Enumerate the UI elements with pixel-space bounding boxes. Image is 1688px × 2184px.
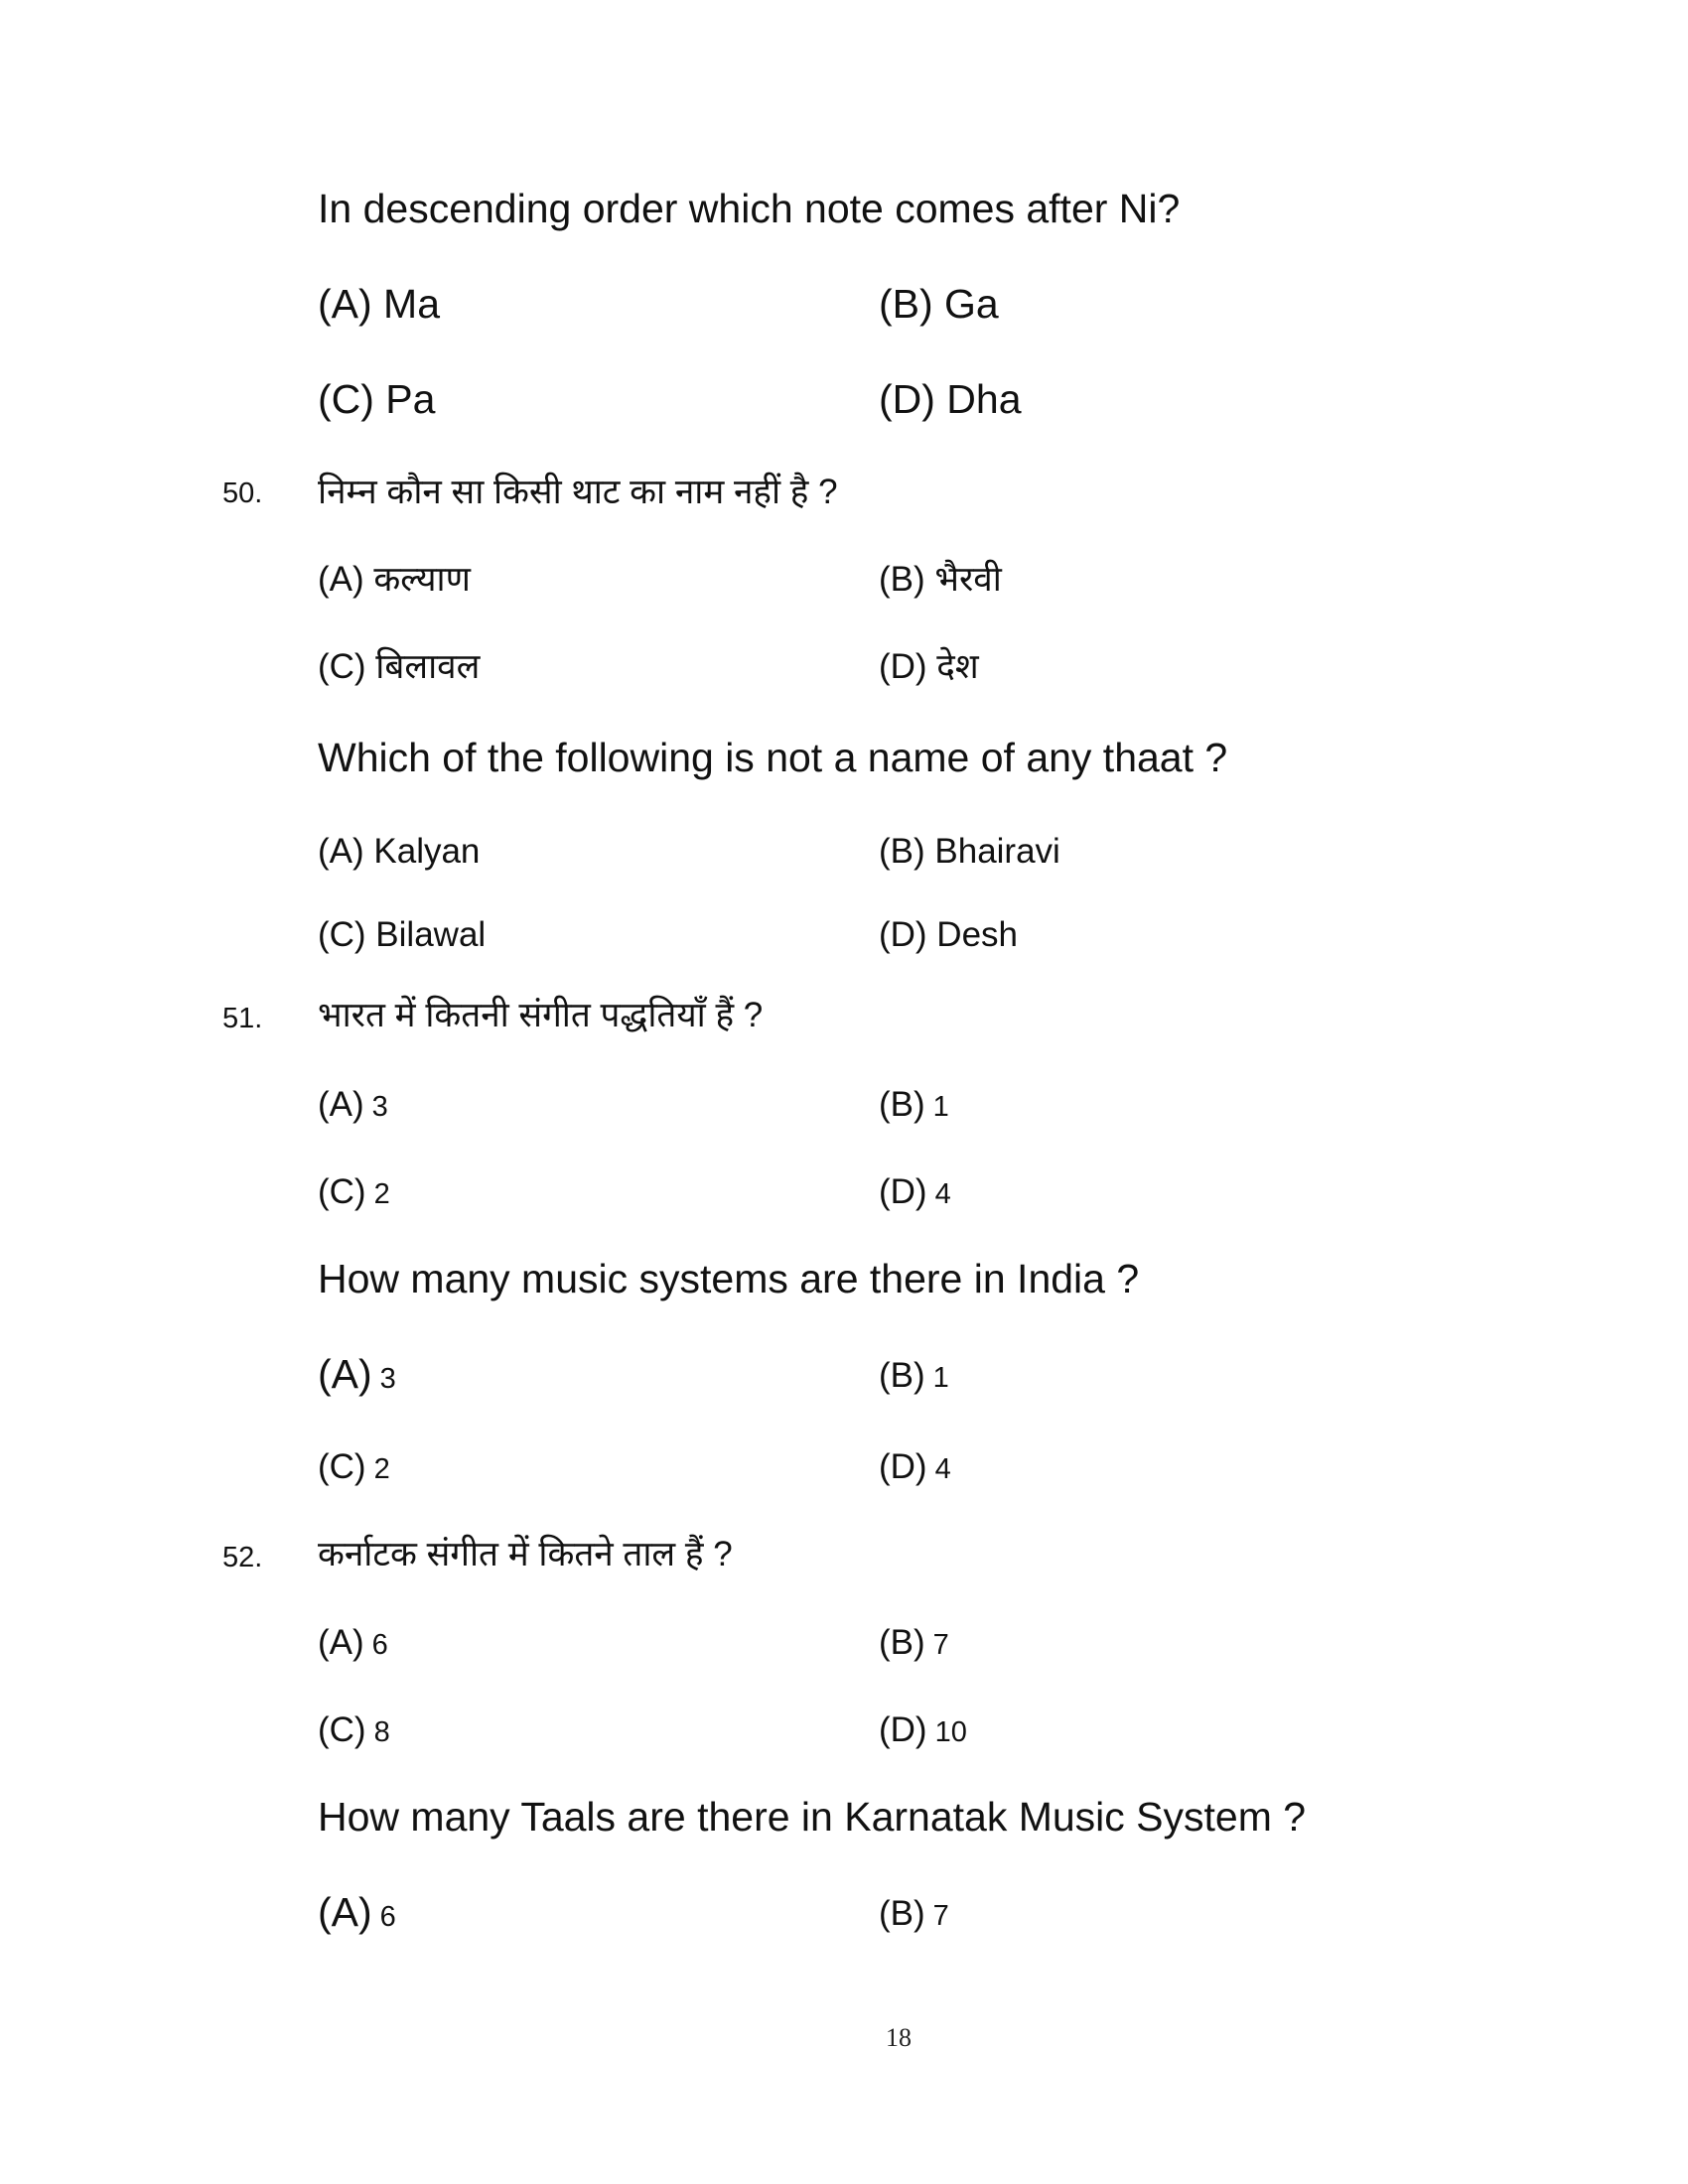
q52-hi-option-c-value: 8 — [373, 1716, 390, 1748]
q52-en-option-a-value: 6 — [379, 1901, 396, 1933]
q50-hi-option-a: (A) कल्याण — [318, 560, 471, 599]
q52-hi-option-b — [879, 1625, 949, 1660]
q52-hi-option-a — [318, 1625, 388, 1660]
q52-question-hi: कर्नाटक संगीत में कितने ताल हैं ? — [318, 1535, 733, 1573]
q50-en-option-b: (B) Bhairavi — [879, 832, 1060, 871]
q52-en-option-a — [318, 1889, 396, 1935]
q52-en-option-a-label: (A) — [318, 1889, 372, 1935]
q51-en-option-c-value: 2 — [373, 1453, 390, 1485]
q51-hi-option-a-label: (A) — [318, 1085, 364, 1124]
q52-question-en: How many Taals are there in Karnatak Music System ? — [318, 1794, 1307, 1840]
q51-en-option-d-value: 4 — [934, 1453, 951, 1485]
q52-hi-option-d — [879, 1712, 967, 1747]
q51-en-option-b-value: 1 — [932, 1362, 949, 1394]
q51-en-option-b — [879, 1358, 949, 1393]
q52-hi-option-d-value: 10 — [934, 1716, 967, 1748]
q52-number: 52. — [222, 1542, 263, 1573]
q51-hi-option-c — [318, 1174, 390, 1209]
q52-hi-option-c — [318, 1712, 390, 1747]
q49-option-d: (D) Dha — [879, 376, 1022, 422]
q50-en-option-d: (D) Desh — [879, 915, 1019, 954]
q51-hi-option-c-label: (C) — [318, 1172, 366, 1211]
q50-en-option-a: (A) Kalyan — [318, 832, 481, 871]
q51-hi-option-b-label: (B) — [879, 1085, 925, 1124]
q52-hi-option-a-value: 6 — [371, 1629, 388, 1661]
q51-hi-option-b-value: 1 — [932, 1091, 949, 1123]
q51-en-option-d — [879, 1449, 951, 1484]
q49-question-en: In descending order which note comes after Ni? — [318, 186, 1181, 231]
q51-hi-option-c-value: 2 — [373, 1178, 390, 1210]
q51-question-hi: भारत में कितनी संगीत पद्धतियाँ हैं ? — [318, 996, 764, 1034]
q52-en-option-b-label: (B) — [879, 1894, 925, 1933]
q50-hi-option-d: (D) देश — [879, 647, 979, 686]
q50-question-hi: निम्न कौन सा किसी थाट का नाम नहीं है ? — [318, 473, 838, 511]
q49-option-b: (B) Ga — [879, 281, 999, 327]
q51-hi-option-a-value: 3 — [371, 1091, 388, 1123]
q51-number: 51. — [222, 1003, 263, 1034]
q51-en-option-a-label: (A) — [318, 1351, 372, 1397]
q50-hi-option-b: (B) भैरवी — [879, 560, 1002, 599]
q51-question-en: How many music systems are there in India ? — [318, 1256, 1140, 1301]
q51-hi-option-d — [879, 1174, 951, 1209]
page-number: 18 — [886, 2023, 912, 2052]
q51-hi-option-b — [879, 1087, 949, 1122]
q52-hi-option-a-label: (A) — [318, 1623, 364, 1662]
q50-number: 50. — [222, 478, 263, 509]
q51-hi-option-d-label: (D) — [879, 1172, 927, 1211]
q52-en-option-b — [879, 1896, 949, 1931]
q52-en-option-b-value: 7 — [932, 1900, 949, 1932]
q51-en-option-b-label: (B) — [879, 1356, 925, 1395]
q51-hi-option-d-value: 4 — [934, 1178, 951, 1210]
q51-en-option-c-label: (C) — [318, 1447, 366, 1486]
q51-en-option-d-label: (D) — [879, 1447, 927, 1486]
q52-hi-option-d-label: (D) — [879, 1710, 927, 1749]
q51-en-option-a — [318, 1351, 396, 1397]
q50-question-en: Which of the following is not a name of any thaat ? — [318, 735, 1228, 780]
q50-hi-option-c: (C) बिलावल — [318, 647, 481, 686]
q51-en-option-a-value: 3 — [379, 1363, 396, 1395]
q52-hi-option-b-value: 7 — [932, 1629, 949, 1661]
q49-option-a: (A) Ma — [318, 281, 440, 327]
q51-en-option-c — [318, 1449, 390, 1484]
q52-hi-option-c-label: (C) — [318, 1710, 366, 1749]
q51-hi-option-a — [318, 1087, 388, 1122]
q50-en-option-c: (C) Bilawal — [318, 915, 487, 954]
q49-option-c: (C) Pa — [318, 376, 436, 422]
q52-hi-option-b-label: (B) — [879, 1623, 925, 1662]
